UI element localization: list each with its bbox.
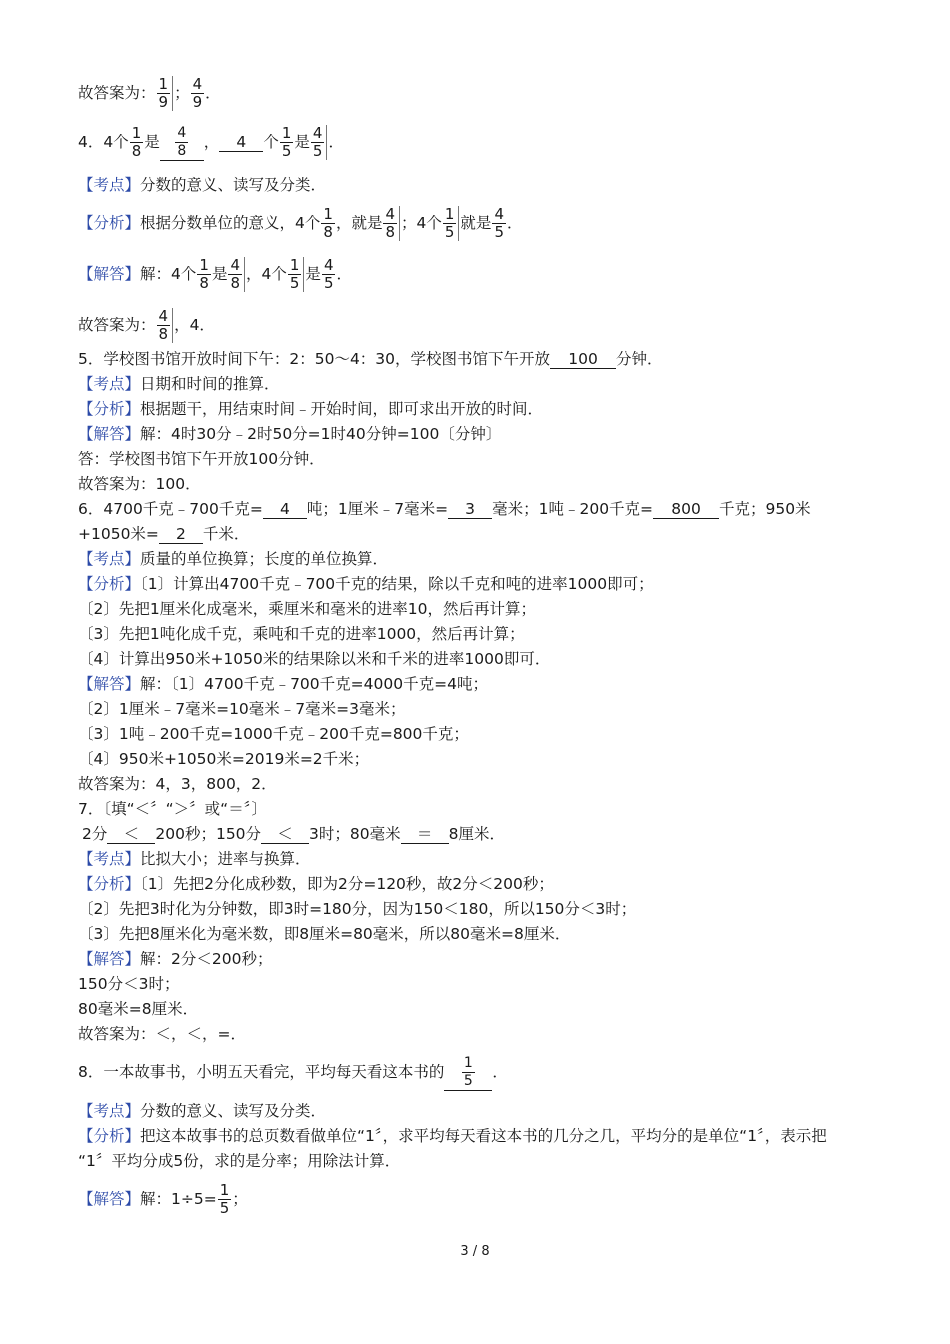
question-6-line2	[78, 523, 249, 545]
text: 2分	[82, 825, 108, 843]
q6-jieda-3: 〔3〕1吨﹣200千克=1000千克﹣200千克=800千克；	[78, 725, 469, 743]
question-8	[78, 1055, 508, 1091]
question-7-title: 7．〔填“＜〞“＞〞或“＝〞〕	[78, 800, 267, 818]
q5-answer: 故答案为：100．	[78, 475, 201, 493]
text: ．	[328, 133, 344, 151]
q4-kaodian	[78, 174, 326, 196]
text: 根据题干，用结束时间﹣开始时间，即可求出开放的时间．	[140, 400, 544, 418]
fraction: $\frac{4}{8}$	[157, 308, 174, 343]
fraction: $\frac{1}{8}$	[323, 205, 333, 241]
q5-fenxi	[78, 398, 543, 420]
q7-jieda-2: 150分＜3时；	[78, 975, 180, 993]
tag-label: 【分析】	[78, 214, 141, 232]
text: 〔1〕先把2分化成秒数，即为2分=120秒，故2分＜200秒；	[140, 875, 554, 893]
text: 4．4个	[78, 133, 129, 151]
text: 质量的单位换算；长度的单位换算．	[140, 550, 389, 568]
q7-answer: 故答案为：＜，＜，=．	[78, 1025, 246, 1043]
text: 8厘米．	[448, 825, 506, 843]
text: ；4个	[401, 214, 442, 232]
question-5	[78, 348, 663, 370]
tag-label: 【考点】	[78, 1102, 141, 1120]
text: 故答案为：	[78, 84, 156, 102]
fraction: $\frac{1}{5}$	[443, 206, 460, 241]
q6-jieda-4: 〔4〕950米+1050米=2019米=2千米；	[78, 750, 370, 768]
q7-jieda	[78, 948, 272, 970]
text: 3时；80毫米	[309, 825, 401, 843]
q4-fenxi	[78, 206, 523, 241]
q7-fenxi	[78, 873, 554, 895]
q7-fenxi-3: 〔3〕先把8厘米化为毫米数，即8厘米=80毫米，所以80毫米=8厘米．	[78, 925, 571, 943]
tag-label: 【考点】	[78, 375, 141, 393]
text: 解：〔1〕4700千克﹣700千克=4000千克=4吨；	[140, 675, 488, 693]
text: 毫米；1吨﹣200千克=	[492, 500, 654, 518]
fraction: $\frac{4}{9}$	[192, 75, 203, 111]
q6-fenxi-4: 〔4〕计算出950米+1050米的结果除以米和千米的进率1000即可．	[78, 650, 551, 668]
text: 比拟大小；进率与换算．	[140, 850, 311, 868]
fraction: $\frac{1}{8}$	[131, 124, 142, 160]
fraction: $\frac{4}{5}$	[311, 125, 328, 160]
fraction: $\frac{1}{9}$	[157, 76, 174, 111]
answer-blank: 100	[550, 350, 616, 369]
tag-label: 【考点】	[78, 850, 141, 868]
text: 5．学校图书馆开放时间下午：2：50～4：30，学校图书馆下午开放	[78, 350, 551, 368]
text: ．	[205, 84, 221, 102]
text: 解：2分＜200秒；	[140, 950, 273, 968]
answer-blank: 2	[159, 525, 203, 544]
text: 分数的意义、读写及分类．	[140, 1102, 327, 1120]
text: 根据分数单位的意义，4个	[140, 214, 321, 232]
answer-blank: $\frac{1}{5}$	[444, 1055, 492, 1091]
text: 日期和时间的推算．	[140, 375, 280, 393]
text: ，	[203, 133, 220, 151]
q4-answer	[78, 308, 215, 343]
text: ；	[232, 1190, 248, 1208]
q8-fenxi-2: “1〞平均分成5份，求的是分率；用除法计算．	[78, 1152, 401, 1170]
tag-label: 【分析】	[78, 1127, 141, 1145]
answer-blank: $\frac{4}{8}$	[160, 125, 204, 161]
question-7	[82, 823, 505, 845]
q5-jieda	[78, 423, 501, 445]
q5-kaodian	[78, 373, 280, 395]
answer-blank: 3	[448, 500, 492, 519]
tag-label: 【分析】	[78, 875, 141, 893]
q6-jieda-2: 〔2〕1厘米﹣7毫米=10毫米﹣7毫米=3毫米；	[78, 700, 406, 718]
q6-fenxi	[78, 573, 654, 595]
text: 解：1÷5=	[140, 1190, 217, 1208]
tag-label: 【解答】	[78, 425, 141, 443]
fraction: $\frac{1}{5}$	[281, 124, 292, 160]
text: 故答案为：	[78, 316, 156, 334]
fraction: $\frac{4}{5}$	[323, 256, 334, 292]
fraction: $\frac{1}{5}$	[219, 1181, 230, 1217]
text: 解：4时30分﹣2时50分=1时40分钟=100〔分钟〕	[140, 425, 502, 443]
text: 分钟．	[616, 350, 663, 368]
fraction: $\frac{4}{5}$	[494, 205, 504, 241]
tag-label: 【考点】	[78, 176, 141, 194]
q6-jieda	[78, 673, 488, 695]
text: 是	[305, 265, 321, 283]
tag-label: 【考点】	[78, 550, 141, 568]
text: 个	[263, 133, 279, 151]
answer-blank: 4	[263, 500, 307, 519]
q6-answer: 故答案为：4，3，800，2．	[78, 775, 277, 793]
answer-blank: ＜	[261, 825, 309, 844]
q6-kaodian	[78, 548, 388, 570]
tag-label: 【分析】	[78, 400, 141, 418]
fraction: $\frac{4}{8}$	[383, 206, 400, 241]
answer-blank: 4	[219, 133, 263, 152]
text: ．	[336, 265, 352, 283]
q7-kaodian	[78, 848, 311, 870]
text: 是	[211, 265, 228, 283]
q6-fenxi-3: 〔3〕先把1吨化成千克，乘吨和千克的进率1000，然后再计算；	[78, 625, 525, 643]
text: 分数的意义、读写及分类．	[140, 176, 327, 194]
text: 就是	[460, 214, 492, 232]
text: ．	[492, 1063, 508, 1081]
answer-blank: 800	[653, 500, 719, 519]
text: 千克；950米	[719, 500, 811, 518]
text: 解：4个	[140, 265, 197, 283]
text: +1050米=	[78, 525, 159, 543]
fraction: $\frac{1}{8}$	[199, 256, 209, 292]
question-4	[78, 125, 344, 161]
question-6-line1	[78, 498, 811, 520]
text: ，就是	[335, 214, 383, 232]
text: ，4．	[174, 316, 215, 334]
q8-kaodian	[78, 1100, 326, 1122]
fraction: $\frac{1}{5}$	[288, 257, 305, 292]
q4-jieda	[78, 257, 352, 292]
answer-line-q3	[78, 76, 221, 111]
fraction: $\frac{4}{8}$	[228, 257, 245, 292]
tag-label: 【解答】	[78, 265, 141, 283]
text: 是	[144, 133, 160, 151]
answer-blank: ＜	[107, 825, 155, 844]
q6-fenxi-2: 〔2〕先把1厘米化成毫米，乘厘米和毫米的进率10，然后再计算；	[78, 600, 536, 618]
text: ．	[506, 214, 523, 232]
q7-fenxi-2: 〔2〕先把3时化为分钟数，即3时=180分，因为150＜180，所以150分＜3时；	[78, 900, 637, 918]
q7-jieda-3: 80毫米=8厘米．	[78, 1000, 199, 1018]
tag-label: 【分析】	[78, 575, 141, 593]
page-number: 3 / 8	[460, 1244, 490, 1259]
text: 把这本故事书的总页数看做单位“1〞，求平均每天看这本书的几分之几，平均分的是单位“1〞，表示把	[140, 1127, 827, 1145]
text: 6．4700千克﹣700千克=	[78, 500, 263, 518]
tag-label: 【解答】	[78, 950, 141, 968]
q8-jieda	[78, 1182, 248, 1217]
tag-label: 【解答】	[78, 675, 141, 693]
q8-fenxi	[78, 1125, 827, 1147]
text: 200秒；150分	[155, 825, 262, 843]
text: 吨；1厘米﹣7毫米=	[306, 500, 449, 518]
text: 8．一本故事书，小明五天看完，平均每天看这本书的	[78, 1063, 445, 1081]
tag-label: 【解答】	[78, 1190, 141, 1208]
text: 〔1〕计算出4700千克﹣700千克的结果，除以千克和吨的进率1000即可；	[140, 575, 654, 593]
text: 千米．	[202, 525, 250, 543]
text: ；	[174, 84, 190, 102]
q5-da: 答：学校图书馆下午开放100分钟．	[78, 450, 325, 468]
answer-blank: ＝	[401, 825, 449, 844]
text: 是	[294, 133, 310, 151]
text: ，4个	[246, 265, 287, 283]
